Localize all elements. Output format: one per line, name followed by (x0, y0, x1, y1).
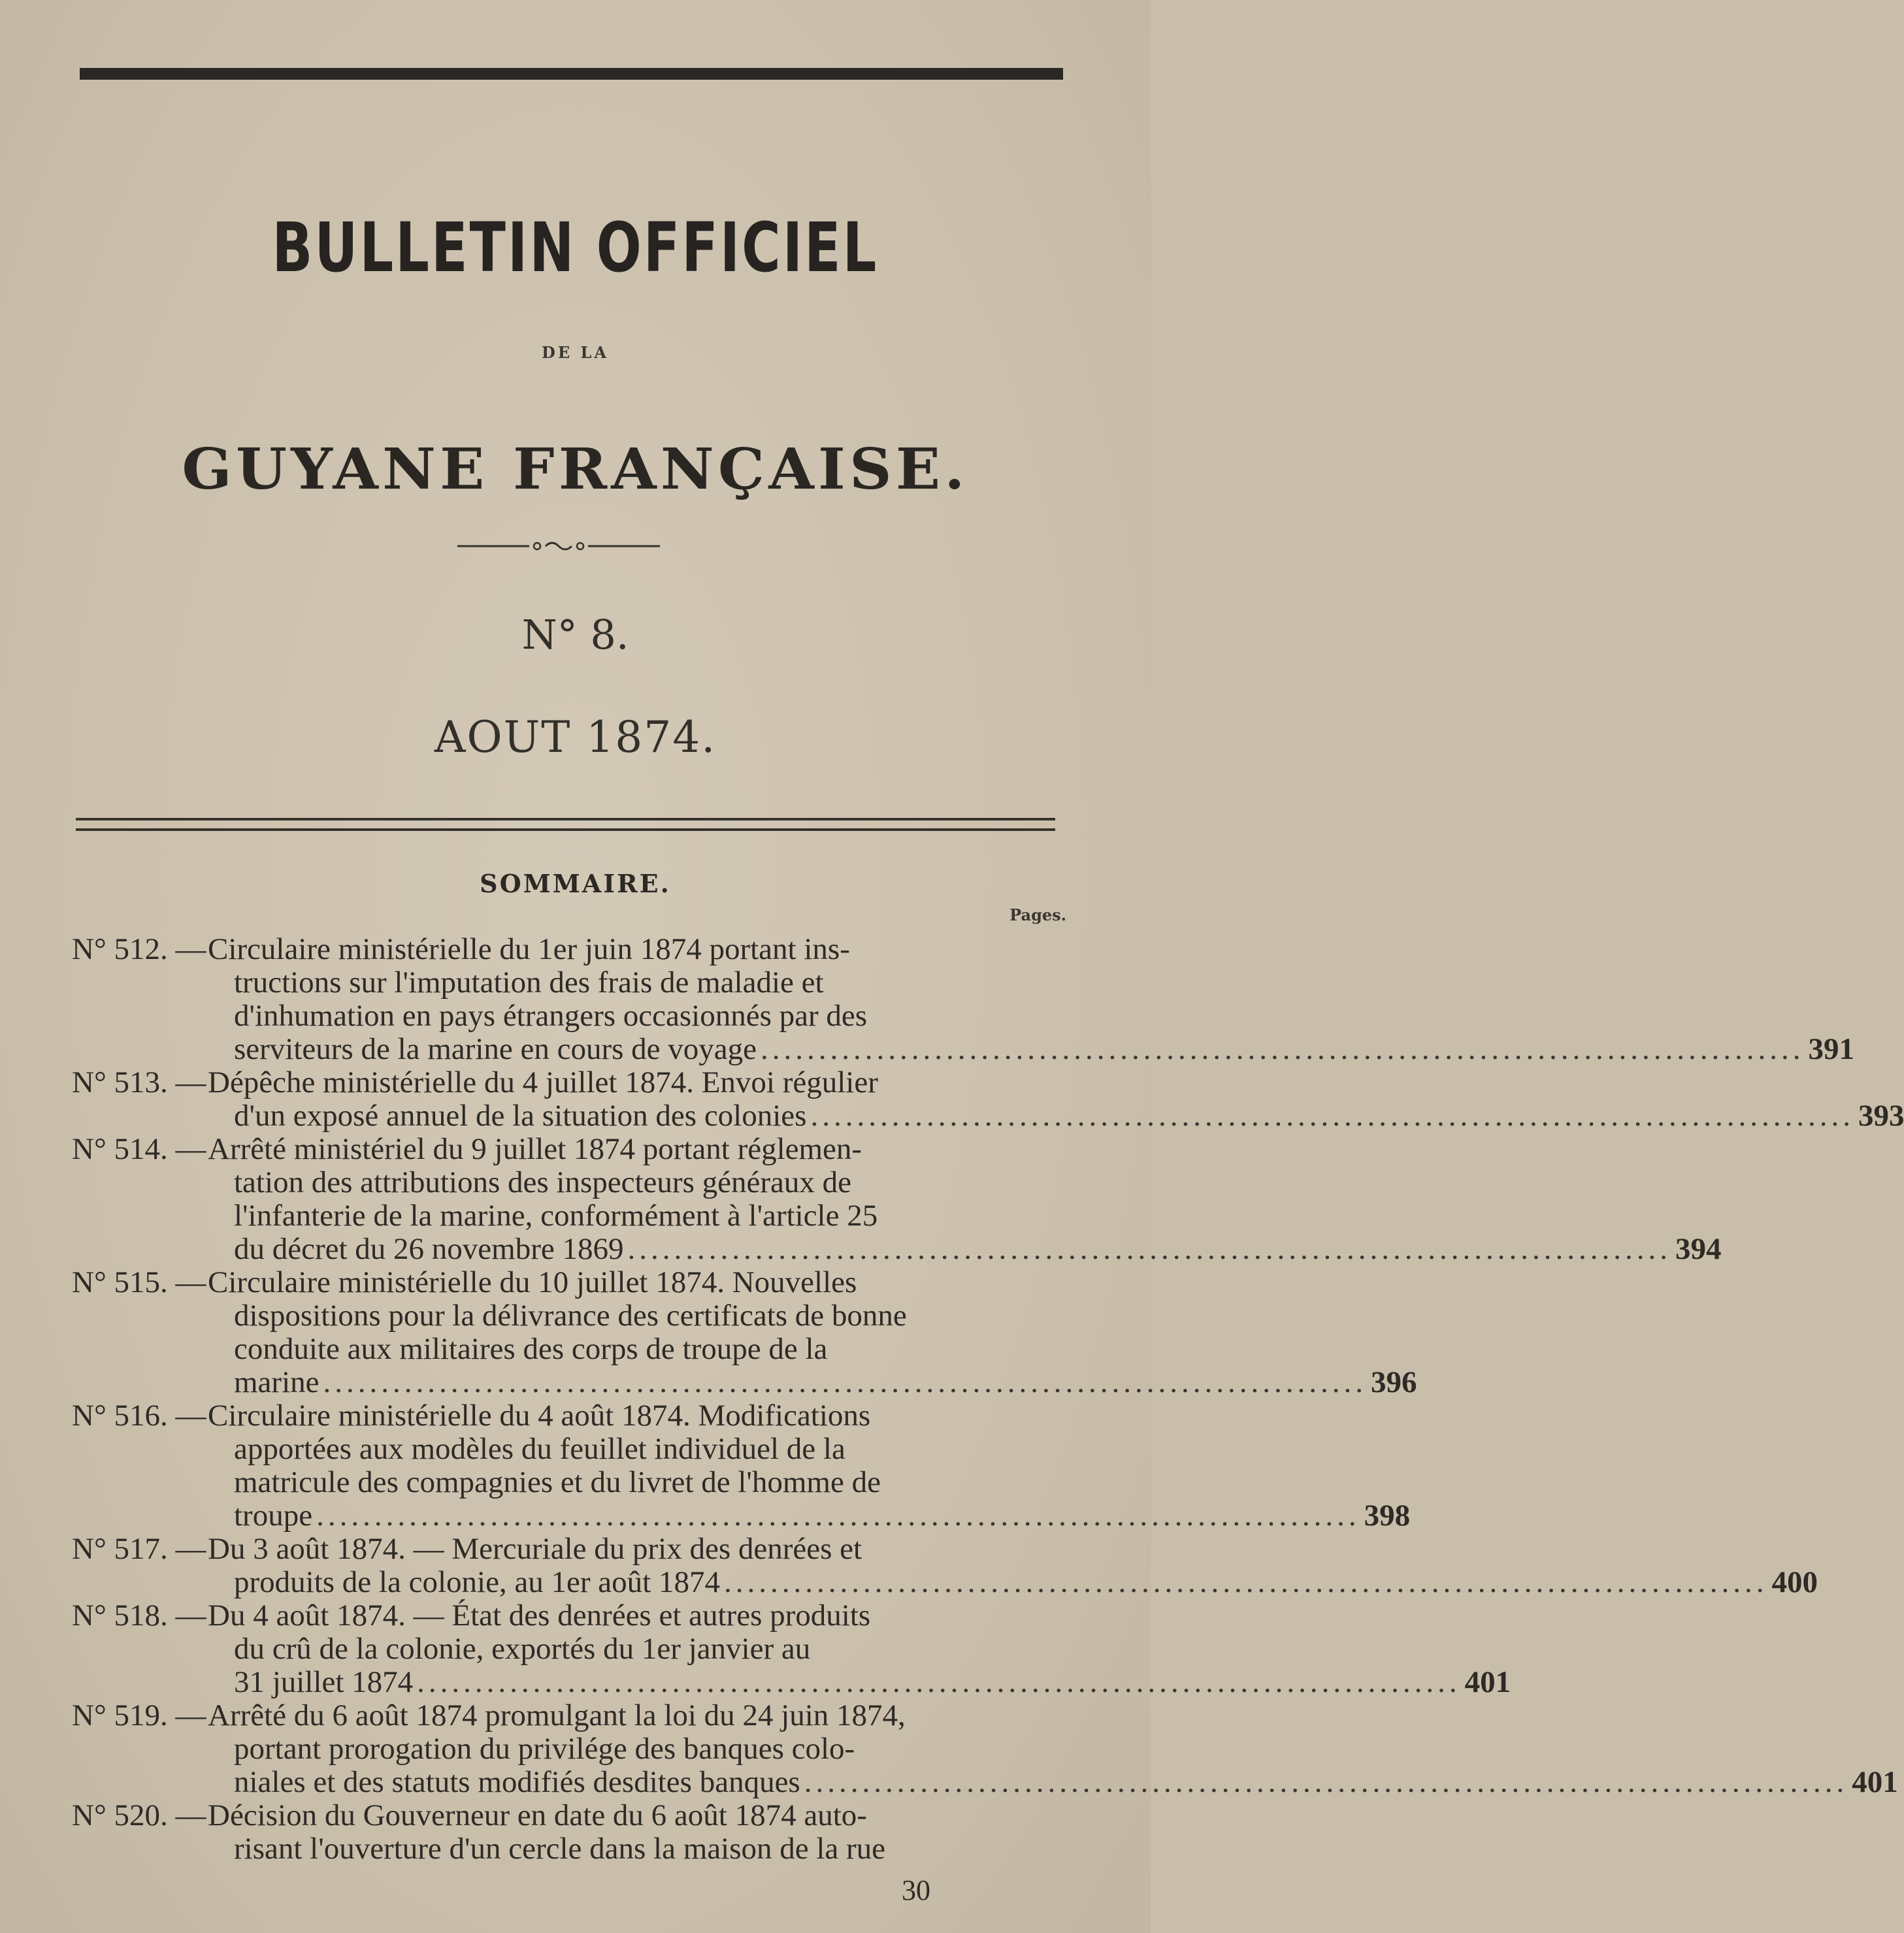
list-item (72, 1132, 1722, 1266)
entry-number: N° 517. — (72, 1532, 206, 1566)
entry-text (208, 932, 1854, 1066)
entry-line: Arrêté du 6 août 1874 promulgant la loi du 24 juin 1874, (208, 1698, 906, 1732)
entry-text (208, 1599, 1511, 1699)
list-item (72, 932, 1854, 1066)
entry-number: N° 513. — (72, 1065, 206, 1099)
dot-leader: .......................................................................................... (323, 1365, 1367, 1399)
double-rule (76, 818, 1055, 831)
entry-last-line (234, 1365, 1417, 1399)
dot-leader: .......................................................................................... (723, 1565, 1768, 1599)
entry-number: N° 519. — (72, 1698, 206, 1732)
entry-last-line (234, 1232, 1722, 1266)
dot-leader: .......................................................................................... (761, 1032, 1805, 1066)
entry-number: N° 512. — (72, 932, 206, 966)
dot-leader: .......................................................................................... (627, 1232, 1671, 1266)
entry-line: troupe (234, 1499, 313, 1533)
page-number: 394 (1675, 1232, 1722, 1266)
ornament-divider (457, 540, 660, 553)
entry-line: serviteurs de la marine en cours de voyage (234, 1032, 757, 1066)
page-number: 401 (1852, 1765, 1898, 1799)
entry-number: N° 520. — (72, 1798, 206, 1832)
entry-line: du crû de la colonie, exportés du 1er janvier au (234, 1632, 811, 1666)
entry-line: tation des attributions des inspecteurs généraux de (234, 1165, 851, 1199)
entry-line: apportées aux modèles du feuillet individuel de la (234, 1432, 845, 1466)
colony-title: GUYANE FRANÇAISE. (182, 436, 969, 502)
list-item (72, 1698, 1898, 1799)
entry-line: Circulaire ministérielle du 1er juin 1874 portant ins- (208, 932, 850, 966)
entry-line: Arrêté ministériel du 9 juillet 1874 portant réglemen- (208, 1132, 862, 1166)
entry-line: Du 3 août 1874. — Mercuriale du prix des denrées et (208, 1532, 862, 1566)
page-folio: 30 (902, 1874, 930, 1906)
entry-line: Décision du Gouverneur en date du 6 août 1874 auto- (208, 1798, 867, 1832)
entry-line: 31 juillet 1874 (234, 1665, 414, 1699)
entry-line: d'inhumation en pays étrangers occasionnés par des (234, 999, 868, 1033)
entry-line: matricule des compagnies et du livret de l'homme de (234, 1465, 881, 1499)
page-number: 396 (1371, 1365, 1417, 1399)
entry-last-line (234, 1032, 1854, 1066)
pages-column-label: Pages. (1009, 905, 1066, 924)
entry-line: produits de la colonie, au 1er août 1874 (234, 1565, 720, 1599)
entry-text (208, 1132, 1722, 1266)
entry-line: niales et des statuts modifiés desdites banques (234, 1765, 800, 1799)
dot-leader: .......................................................................................... (417, 1665, 1461, 1699)
entry-last-line (234, 1499, 1411, 1533)
page-number: 398 (1364, 1499, 1411, 1533)
entry-line: Circulaire ministérielle du 4 août 1874. Modifications (208, 1399, 871, 1433)
page-number: 393 (1858, 1099, 1904, 1133)
entry-line: risant l'ouverture d'un cercle dans la maison de la rue (234, 1832, 886, 1866)
entry-line: du décret du 26 novembre 1869 (234, 1232, 624, 1266)
list-item (72, 1799, 1072, 1866)
dot-leader: .......................................................................................... (804, 1765, 1848, 1799)
page-number: 391 (1808, 1032, 1854, 1066)
issue-number: N° 8. (521, 611, 629, 658)
list-item (72, 1265, 1417, 1399)
entry-line: l'infanterie de la marine, conformément à l'article 25 (234, 1199, 878, 1233)
entry-text (208, 1265, 1417, 1399)
entry-number: N° 515. — (72, 1265, 206, 1299)
list-item (72, 1065, 1904, 1133)
entry-text (208, 1399, 1411, 1533)
summary-list (72, 932, 1904, 1866)
page-number: 400 (1771, 1565, 1818, 1599)
entry-text (208, 1698, 1898, 1799)
dot-leader: .......................................................................................... (810, 1099, 1854, 1133)
entry-number: N° 516. — (72, 1399, 206, 1433)
entry-line: dispositions pour la délivrance des certificats de bonne (234, 1299, 907, 1333)
entry-last-line (234, 1765, 1898, 1799)
list-item (72, 1399, 1411, 1533)
title-preposition: DE LA (542, 343, 609, 362)
entry-last-line (234, 1099, 1904, 1133)
entry-number: N° 518. — (72, 1599, 206, 1632)
entry-line: tructions sur l'imputation des frais de maladie et (234, 966, 824, 999)
entry-line: Dépêche ministérielle du 4 juillet 1874. Envoi régulier (208, 1065, 878, 1099)
entry-line: conduite aux militaires des corps de troupe de la (234, 1332, 828, 1366)
issue-date: AOUT 1874. (434, 712, 717, 762)
entry-last-line (234, 1665, 1511, 1699)
list-item (72, 1532, 1818, 1599)
entry-text (208, 1798, 1074, 1866)
bulletin-title: BULLETIN OFFICIEL (272, 208, 879, 287)
entry-line: Du 4 août 1874. — État des denrées et autres produits (208, 1599, 871, 1632)
entry-number: N° 514. — (72, 1132, 206, 1166)
entry-last-line (234, 1565, 1818, 1599)
entry-line: d'un exposé annuel de la situation des colonies (234, 1099, 807, 1133)
entry-line: marine (234, 1365, 320, 1399)
list-item (72, 1599, 1511, 1699)
entry-line: Circulaire ministérielle du 10 juillet 1874. Nouvelles (208, 1265, 857, 1299)
entry-line: portant prorogation du privilége des banques colo- (234, 1732, 855, 1766)
page-number: 401 (1464, 1665, 1511, 1699)
dot-leader: .......................................................................................... (316, 1499, 1360, 1533)
summary-heading: SOMMAIRE. (480, 869, 671, 898)
top-rule (80, 68, 1063, 80)
entry-text (208, 1065, 1904, 1133)
entry-text (208, 1532, 1818, 1599)
